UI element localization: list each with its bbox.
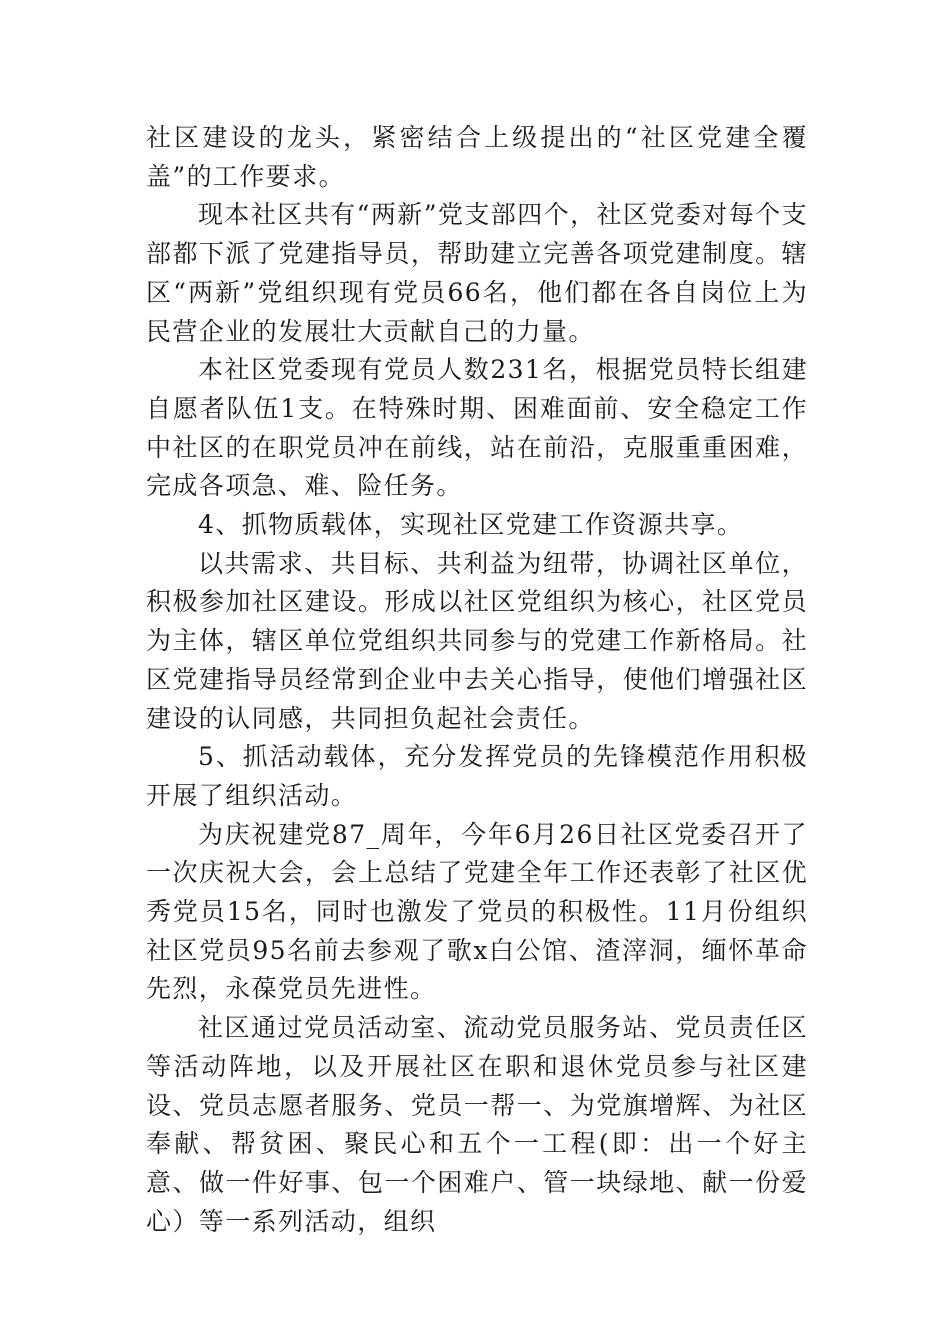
paragraph-4-heading: 4、抓物质载体，实现社区党建工作资源共享。 xyxy=(198,510,744,540)
paragraph-5: 以共需求、共目标、共利益为纽带，协调社区单位，积极参加社区建设。形成以社区党组织为核心，社区党员为主体，辖区单位党组织共同参与的党建工作新格局。社区党建指导员经常到企业中去关心指导，使他们增强社区建设的认同感，共同担负起社会责任。 xyxy=(146,548,808,733)
paragraph-8: 社区通过党员活动室、流动党员服务站、党员责任区等活动阵地，以及开展社区在职和退休党员参与社区建设、党员志愿者服务、党员一帮一、为党旗增辉、为社区奉献、帮贫困、聚民心和五个一工程(即：出一个好主意、做一件好事、包一个困难户、管一块绿地、献一份爱心）等一系列活动，组织 xyxy=(146,1013,808,1236)
document-body xyxy=(146,119,808,1241)
paragraph-6-heading: 5、抓活动载体，充分发挥党员的先锋模范作用积极开展了组织活动。 xyxy=(146,742,808,810)
paragraph-2: 现本社区共有“两新”党支部四个，社区党委对每个支部都下派了党建指导员，帮助建立完善各项党建制度。辖区“两新”党组织现有党员66名，他们都在各自岗位上为民营企业的发展壮大贡献自己的力量。 xyxy=(146,200,808,346)
paragraph-3: 本社区党委现有党员人数231名，根据党员特长组建自愿者队伍1支。在特殊时期、困难面前、安全稳定工作中社区的在职党员冲在前线，站在前沿，克服重重困难，完成各项急、难、险任务。 xyxy=(146,355,808,501)
paragraph-7: 为庆祝建党87_周年，今年6月26日社区党委召开了一次庆祝大会，会上总结了党建全年工作还表彰了社区优秀党员15名，同时也激发了党员的积极性。11月份组织社区党员95名前去参观了歌x白公馆、渣滓洞，缅怀革命先烈，永葆党员先进性。 xyxy=(146,819,808,1004)
paragraph-1: 社区建设的龙头，紧密结合上级提出的“社区党建全覆盖”的工作要求。 xyxy=(146,123,808,191)
